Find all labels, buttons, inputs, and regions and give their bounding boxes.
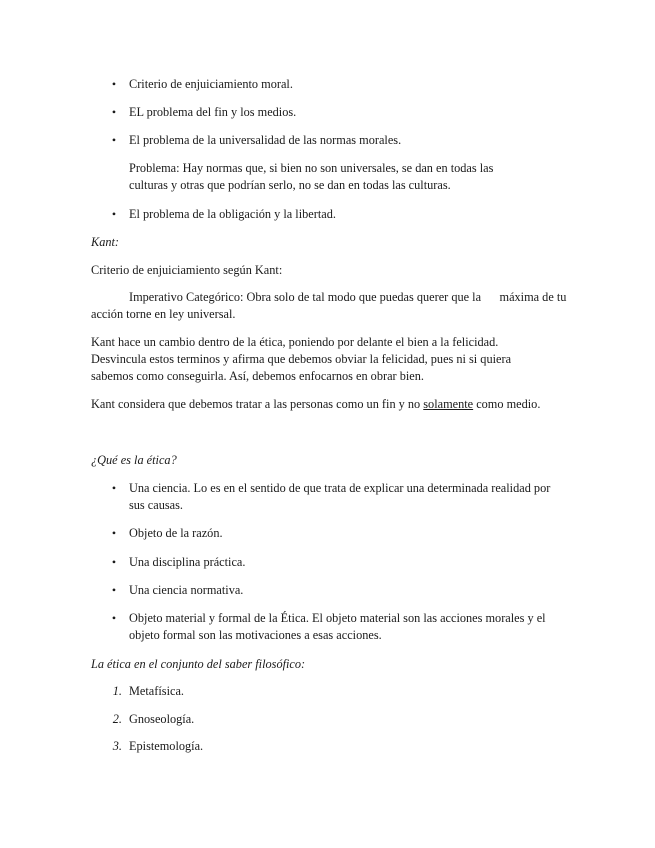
section-heading-kant: Kant: — [91, 235, 120, 249]
list-item: Objeto material y formal de la Ética. El objeto material son las acciones morales y el objeto formal son las motivaciones a esas acciones. — [129, 611, 546, 642]
kant-paragraph-2 — [91, 396, 581, 413]
list-item: Criterio de enjuiciamiento moral. — [129, 77, 293, 91]
list-item: Una ciencia. Lo es en el sentido de que trata de explicar una determinada realidad por sus causas. — [129, 481, 551, 512]
list-item: El problema de la universalidad de las normas morales. — [129, 133, 402, 147]
list-item: Una ciencia normativa. — [129, 583, 244, 597]
numbered-item: Metafísica. — [129, 684, 184, 698]
list-item-note: Problema: Hay normas que, si bien no son universales, se dan en todas las culturas y otras que podrían serlo, no se dan en todas las culturas. — [129, 161, 494, 192]
kant-criterion-line: Criterio de enjuiciamiento según Kant: — [91, 263, 283, 277]
kant-paragraph-2-text: Kant considera que debemos tratar a las personas como un fin y no — [91, 397, 424, 411]
section-heading-knowledge: La ética en el conjunto del saber filosófico: — [91, 657, 306, 671]
bullet-marker: • — [111, 555, 117, 569]
bullet-marker: • — [111, 207, 117, 221]
underlined-word: solamente — [423, 397, 474, 411]
list-item: Objeto de la razón. — [129, 526, 223, 540]
kant-paragraph-2-end: como medio. — [473, 397, 541, 411]
section-heading-ethics: ¿Qué es la ética? — [91, 453, 177, 467]
bullet-marker: • — [111, 77, 117, 91]
bullet-marker: • — [111, 105, 117, 119]
list-item: Una disciplina práctica. — [129, 555, 246, 569]
list-number: 2. — [112, 712, 122, 726]
bullet-marker: • — [111, 133, 117, 147]
list-item: El problema de la obligación y la libertad. — [129, 207, 336, 221]
numbered-item: Gnoseología. — [129, 712, 195, 726]
bullet-marker: • — [111, 611, 117, 625]
numbered-item: Epistemología. — [129, 739, 204, 753]
bullet-marker: • — [111, 583, 117, 597]
kant-paragraph: Kant hace un cambio dentro de la ética, poniendo por delante el bien a la felicidad. Desvincula estos terminos y afirma que debemos obviar la felicidad, pues ni si quiera sabemos como conseguirla. Así, debemos enfocarnos en obrar bien. — [91, 335, 512, 383]
kant-imperative: Imperativo Categórico: Obra solo de tal modo que puedas querer que la máxima de tu acción torne en ley universal. — [91, 290, 570, 321]
list-number: 3. — [112, 739, 122, 753]
bullet-marker: • — [111, 481, 117, 495]
bullet-marker: • — [111, 526, 117, 540]
list-number: 1. — [112, 684, 122, 698]
list-item: EL problema del fin y los medios. — [129, 105, 297, 119]
